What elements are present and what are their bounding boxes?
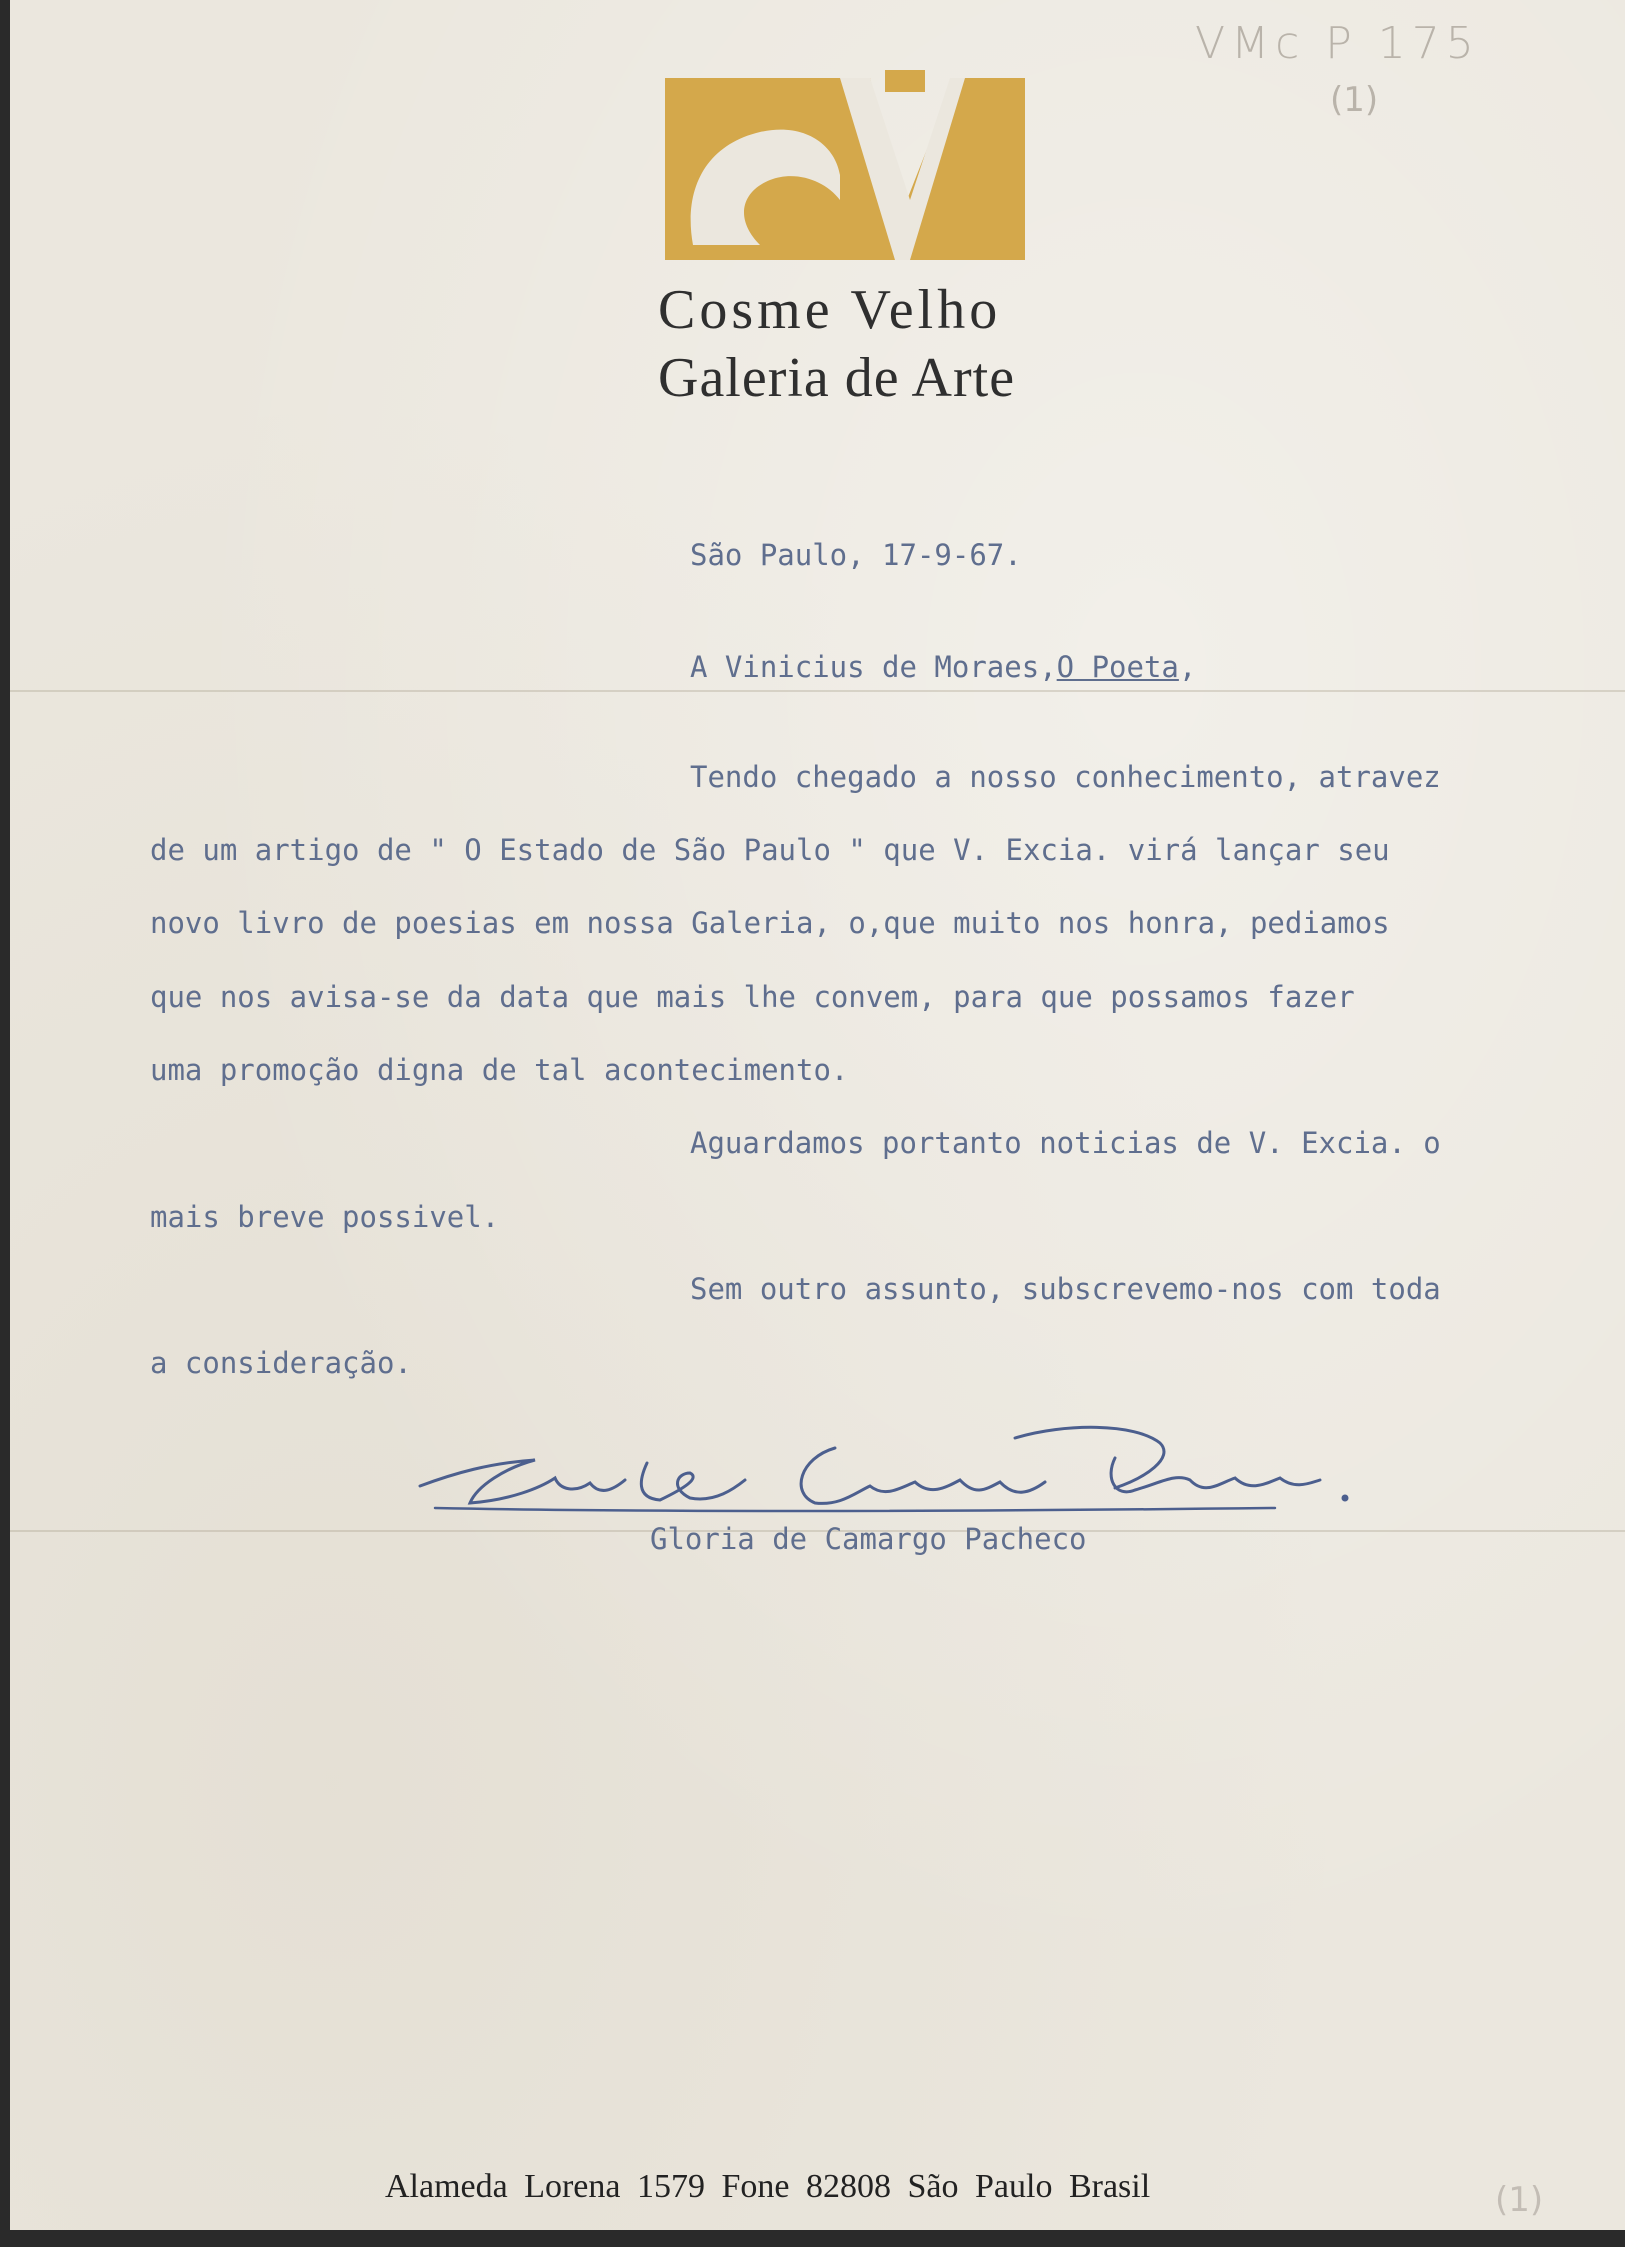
body-line: novo livro de poesias em nossa Galeria, o,que muito nos honra, pediamos [150, 906, 1390, 940]
body-line: Tendo chegado a nosso conhecimento, atravez [690, 760, 1441, 794]
fold-line [10, 690, 1625, 692]
archive-sub: (1) [1330, 80, 1379, 120]
salutation-title: O Poeta [1056, 650, 1179, 684]
body-line: Sem outro assunto, subscrevemo-nos com toda [690, 1272, 1441, 1306]
body-line: uma promoção digna de tal acontecimento. [150, 1053, 849, 1087]
handwritten-signature [415, 1418, 1350, 1538]
gallery-logo [665, 70, 1025, 260]
salutation-recipient: A Vinicius de Moraes, [690, 650, 1057, 684]
corner-page-note: (1) [1495, 2180, 1544, 2220]
gallery-subtitle: Galeria de Arte [658, 347, 1016, 409]
body-line: a consideração. [150, 1346, 412, 1380]
body-line: de um artigo de " O Estado de São Paulo " que V. Excia. virá lançar seu [150, 833, 1390, 867]
archive-code: VMc P 175 [1195, 18, 1480, 69]
body-line: Aguardamos portanto noticias de V. Excia. o [690, 1126, 1441, 1160]
body-line: que nos avisa-se da data que mais lhe convem, para que possamos fazer [150, 980, 1355, 1014]
footer-address: Alameda Lorena 1579 Fone 82808 São Paulo Brasil [385, 2168, 1151, 2205]
salutation-comma: , [1178, 650, 1197, 684]
body-line: mais breve possivel. [150, 1200, 500, 1234]
letter-date: São Paulo, 17-9-67. [690, 538, 1022, 572]
salutation [690, 650, 1196, 684]
letter-sheet [10, 0, 1625, 2230]
gallery-name: Cosme Velho [658, 279, 1002, 341]
signatory-name: Gloria de Camargo Pacheco [650, 1522, 1087, 1556]
